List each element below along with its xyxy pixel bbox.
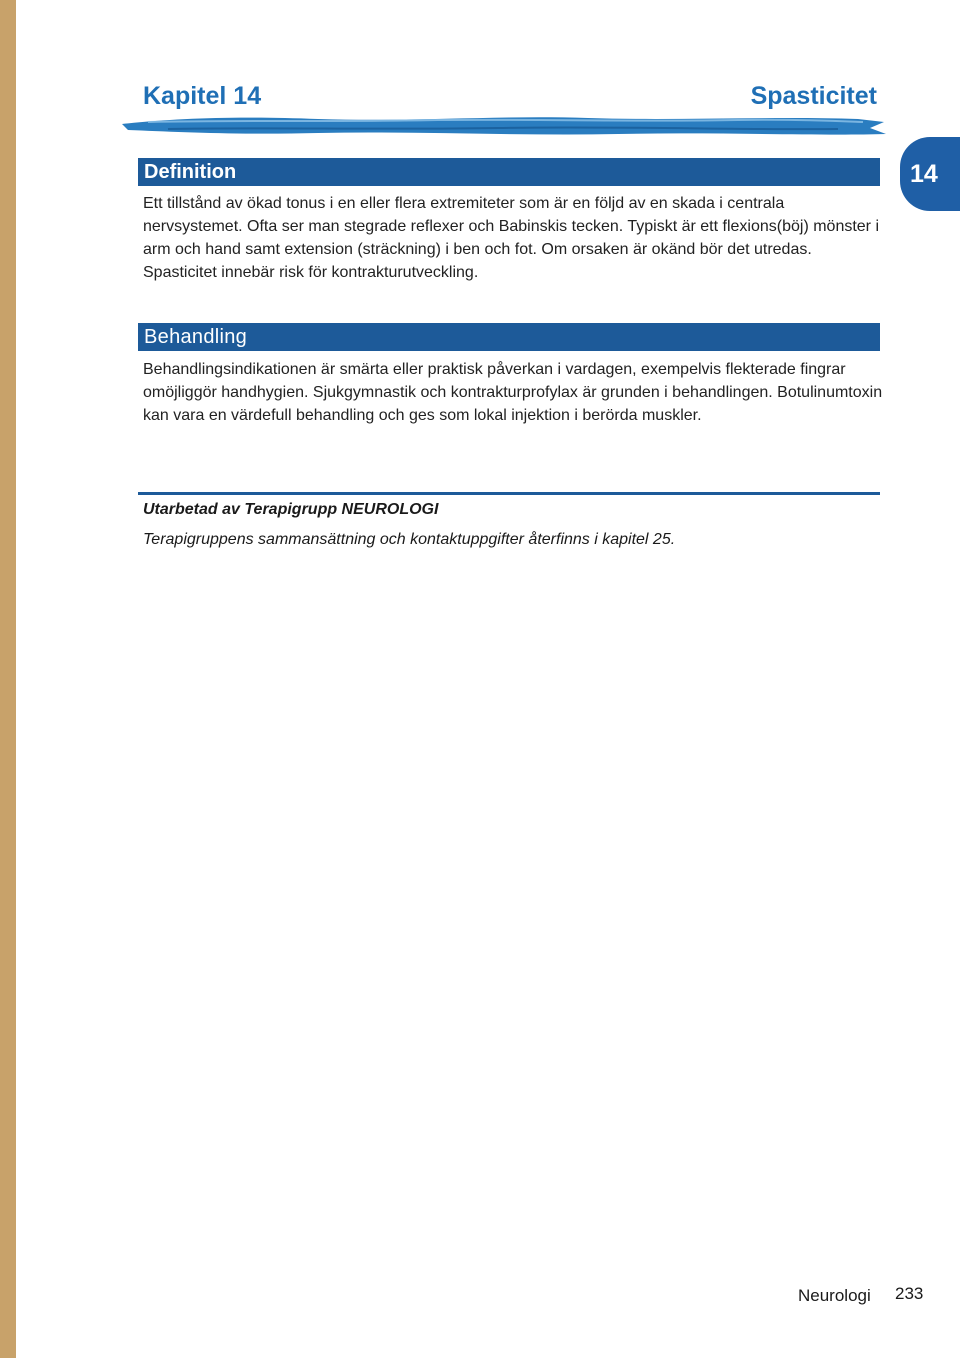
chapter-title: Kapitel 14 <box>143 82 262 110</box>
page-edge-strip <box>0 0 16 1358</box>
treatment-text: Behandlingsindikationen är smärta eller praktisk påverkan i vardagen, exempelvis flekterade fingrar omöjliggör handhygien. Sjukgymnastik och kontrakturprofylax är grunden i behandlingen. Botulinumtoxin kan vara en värdefull behandling och ges som lokal injektion i berörda muskler. <box>143 361 883 424</box>
chapter-tab-label: 14 <box>910 159 938 188</box>
chapter-subject: Spasticitet <box>750 82 877 110</box>
brush-stroke-divider <box>118 110 888 142</box>
chapter-tab[interactable] <box>900 137 960 211</box>
page-number: 233 <box>895 1284 924 1303</box>
footer-section-name: Neurologi <box>798 1286 871 1305</box>
author-title: Utarbetad av Terapigrupp NEUROLOGI <box>143 501 439 518</box>
definition-text: Ett tillstånd av ökad tonus i en eller flera extremiteter som är en följd av en skada i centrala nervsystemet. Ofta ser man stegrade reflexer och Babinskis tecken. Typiskt är ett flexions(böj) mönster i arm och hand samt extension (sträckning) i ben och fot. Om orsaken är okänd bör det utredas. Spasticitet innebär risk för kontrakturutveckling. <box>143 195 880 281</box>
author-note: Terapigruppens sammansättning och kontaktuppgifter återfinns i kapitel 25. <box>143 531 676 548</box>
author-divider <box>138 492 880 495</box>
section-heading-definition: Definition <box>138 158 880 186</box>
section-heading-treatment: Behandling <box>138 323 880 351</box>
